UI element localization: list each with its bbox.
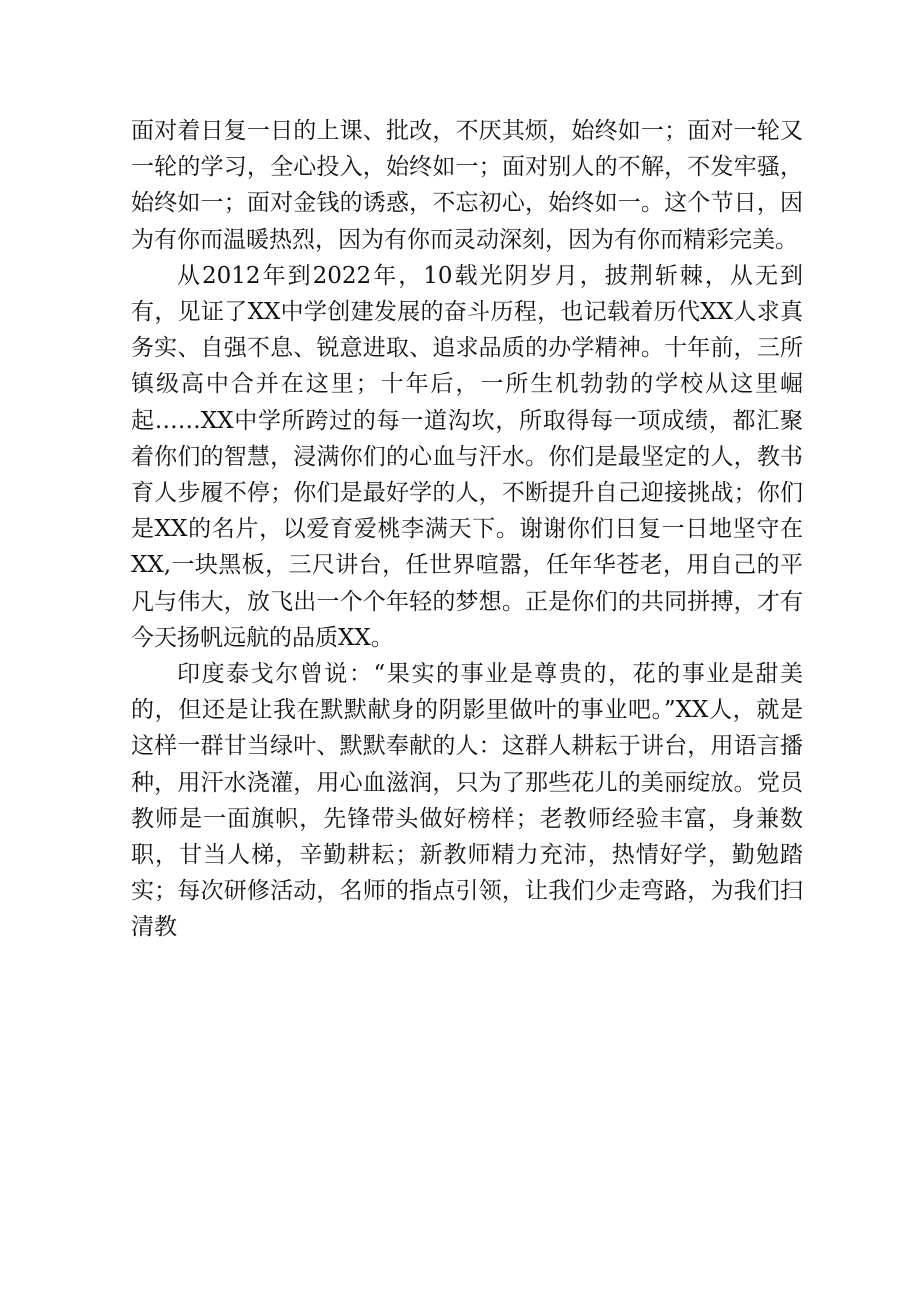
paragraph-tagore-quote: 印度泰戈尔曾说：“果实的事业是尊贵的，花的事业是甜美的，但还是让我在默默献身的阴影里做叶的事业吧。”XX人，就是这样一群甘当绿叶、默默奉献的人：这群人耕耘于讲台，用语言播种，用汗水浇灌，用心血滋润，只为了那些花儿的美丽绽放。党员教师是一面旗帜，先锋带头做好榜样；老教师经验丰富，身兼数职，甘当人梯，辛勤耕耘；新教师精力充沛，热情好学，勤勉踏实；每次研修活动，名师的指点引领，让我们少走弯路，为我们扫清教 <box>131 661 803 941</box>
document-body <box>131 113 803 946</box>
paragraph-continuation: 面对着日复一日的上课、批改，不厌其烦，始终如一；面对一轮又一轮的学习，全心投入，始终如一；面对别人的不解，不发牢骚，始终如一；面对金钱的诱惑，不忘初心，始终如一。这个节日，因为有你而温暖热烈，因为有你而灵动深刻，因为有你而精彩完美。 <box>131 118 803 253</box>
paragraph-decade-history: 从2012年到2022年，10载光阴岁月，披荆斩棘，从无到有，见证了XX中学创建发展的奋斗历程，也记载着历代XX人求真务实、自强不息、锐意进取、追求品质的办学精神。十年前，三所镇级高中合并在这里；十年后，一所生机勃勃的学校从这里崛起……XX中学所跨过的每一道沟坎，所取得每一项成绩，都汇聚着你们的智慧，浸满你们的心血与汗水。你们是最坚定的人，教书育人步履不停；你们是最好学的人，不断提升自己迎接挑战；你们是XX的名片，以爱育爱桃李满天下。谢谢你们日复一日地坚守在XX,一块黑板，三尺讲台，任世界喧嚣，任年华苍老，用自己的平凡与伟大，放飞出一个个年轻的梦想。正是你们的共同拼搏，才有今天扬帆远航的品质XX。 <box>131 262 803 651</box>
